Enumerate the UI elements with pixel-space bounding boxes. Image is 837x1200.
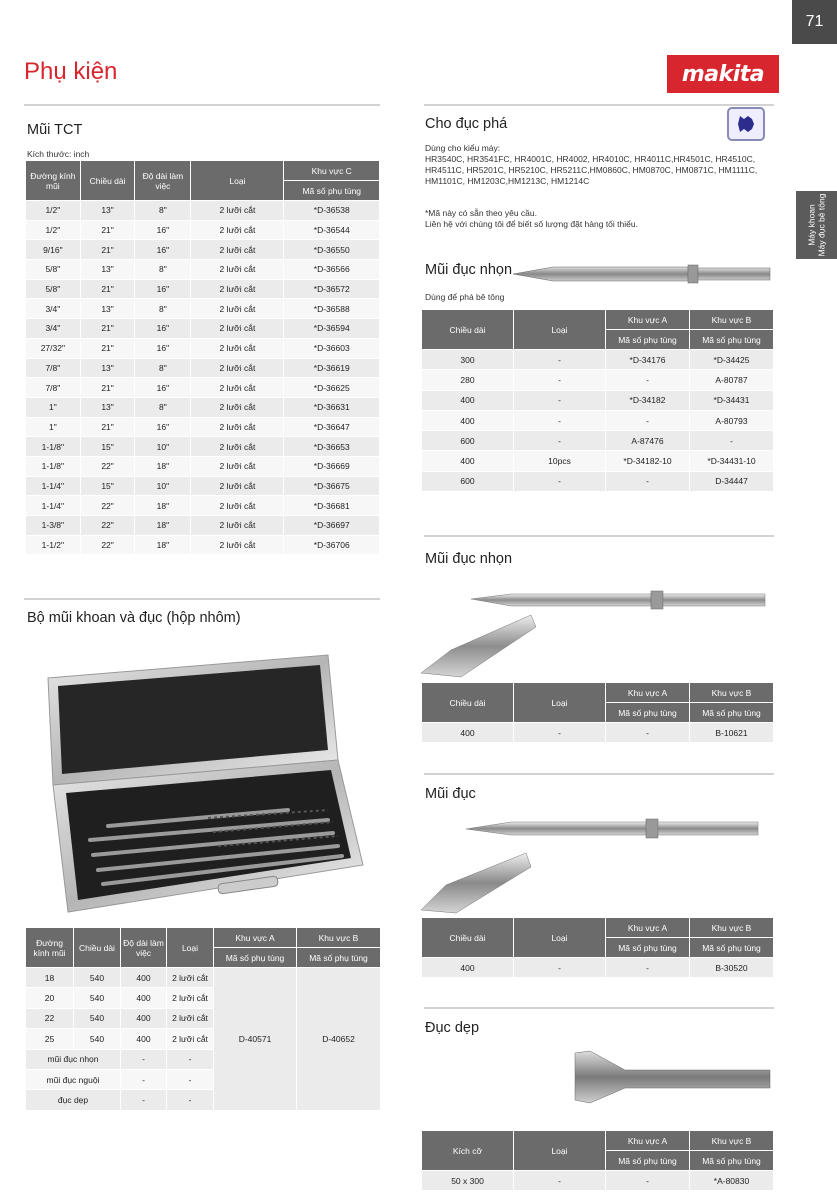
- table-row: [26, 260, 380, 280]
- table-cell: 18": [135, 516, 191, 536]
- table-row: [26, 476, 380, 496]
- merged-part-no-cell: D-40571: [214, 968, 297, 1111]
- col-part-no-b: Mã số phụ tùng: [297, 948, 381, 968]
- pointed1-table: [421, 309, 774, 492]
- table-cell: 10pcs: [514, 451, 606, 471]
- table-row: [26, 279, 380, 299]
- table-row: [26, 535, 380, 555]
- col-length: Chiều dài: [422, 683, 514, 723]
- col-length: Chiều dài: [80, 161, 135, 201]
- merged-part-no-cell: D-40652: [297, 968, 381, 1111]
- col-region-a: Khu vực A: [606, 683, 690, 703]
- table-cell: 9/16": [26, 240, 81, 260]
- table-cell: 280: [422, 370, 514, 390]
- table-cell: 16": [135, 319, 191, 339]
- compat-line-2: HR4511C, HR5201C, HR5210C, HR5211C,HM0860C, HM0870C, HM0871C, HM1111C,: [425, 165, 758, 175]
- table-row: [26, 220, 380, 240]
- page-number: 71: [792, 0, 837, 44]
- table-cell: 22": [80, 516, 135, 536]
- table-cell: 21": [80, 279, 135, 299]
- table-cell: -: [121, 1049, 167, 1069]
- table-cell: 22": [80, 496, 135, 516]
- table-cell: 1": [26, 417, 81, 437]
- set-table: [25, 927, 381, 1111]
- table-cell: *D-34431-10: [690, 451, 774, 471]
- chisel-title: Cho đục phá: [425, 116, 508, 132]
- table-cell: 1/2": [26, 220, 81, 240]
- table-cell: 400: [121, 968, 167, 988]
- table-cell: 5/8": [26, 260, 81, 280]
- table-cell: -: [514, 958, 606, 978]
- table-cell: 27/32": [26, 338, 81, 358]
- table-cell: 400: [422, 390, 514, 410]
- page-title: Phụ kiện: [24, 58, 118, 85]
- compat-line-3: HM1101C, HM1203C,HM1213C, HM1214C: [425, 176, 590, 186]
- col-part-no: Mã số phụ tùng: [284, 181, 380, 201]
- divider: [424, 535, 774, 537]
- table-cell: 2 lưỡi cắt: [191, 476, 284, 496]
- table-cell: 400: [422, 958, 514, 978]
- sds-max-hex-icon: [727, 107, 765, 141]
- pointed2-title: Mũi đục nhọn: [425, 551, 513, 567]
- table-cell: A-87476: [606, 431, 690, 451]
- table-cell: *D-34431: [690, 390, 774, 410]
- table-cell: 13": [80, 299, 135, 319]
- table-row: [422, 390, 774, 410]
- col-region-a: Khu vực A: [606, 918, 690, 938]
- table-cell: -: [514, 390, 606, 410]
- table-cell: 1/2": [26, 201, 81, 221]
- table-row: [26, 516, 380, 536]
- col-region-b: Khu vực B: [690, 1131, 774, 1151]
- table-cell: 2 lưỡi cắt: [191, 279, 284, 299]
- col-region-b: Khu vực B: [690, 918, 774, 938]
- flat-title: Đục dẹp: [425, 1020, 480, 1036]
- tct-unit-note: Kích thước: inch: [27, 149, 90, 159]
- table-cell: 2 lưỡi cắt: [191, 437, 284, 457]
- divider: [424, 773, 774, 775]
- table-cell: mũi đục nhọn: [26, 1049, 121, 1069]
- table-cell: *D-34182: [606, 390, 690, 410]
- table-cell: *D-36631: [284, 397, 380, 417]
- col-length: Chiều dài: [422, 918, 514, 958]
- tct-title: Mũi TCT: [27, 122, 83, 138]
- table-cell: *D-36647: [284, 417, 380, 437]
- table-cell: *D-36550: [284, 240, 380, 260]
- flat-table: [421, 1130, 774, 1191]
- col-type: Loại: [514, 918, 606, 958]
- table-row: [26, 437, 380, 457]
- table-cell: 540: [74, 988, 121, 1008]
- table-cell: 25: [26, 1029, 74, 1049]
- table-cell: 21": [80, 220, 135, 240]
- chisel2-title: Mũi đục: [425, 786, 476, 802]
- note-2: Liên hệ với chúng tôi để biết số lượng đặt hàng tối thiểu.: [425, 219, 638, 229]
- table-cell: 2 lưỡi cắt: [191, 397, 284, 417]
- table-cell: 2 lưỡi cắt: [191, 220, 284, 240]
- table-cell: mũi đục nguội: [26, 1069, 121, 1089]
- table-cell: 18": [135, 496, 191, 516]
- table-cell: -: [606, 958, 690, 978]
- table-cell: -: [514, 431, 606, 451]
- col-region-a: Khu vực A: [214, 928, 297, 948]
- table-cell: 20: [26, 988, 74, 1008]
- table-cell: 2 lưỡi cắt: [191, 358, 284, 378]
- table-cell: 16": [135, 279, 191, 299]
- table-cell: 2 lưỡi cắt: [167, 968, 214, 988]
- col-region-b: Khu vực B: [690, 310, 774, 330]
- table-row: [26, 201, 380, 221]
- table-row: [26, 338, 380, 358]
- table-row: [26, 378, 380, 398]
- table-cell: 16": [135, 338, 191, 358]
- table-cell: 540: [74, 1029, 121, 1049]
- table-cell: 21": [80, 319, 135, 339]
- table-cell: A-80793: [690, 410, 774, 430]
- table-cell: 16": [135, 220, 191, 240]
- table-cell: 16": [135, 240, 191, 260]
- table-row: [422, 410, 774, 430]
- table-cell: 1-1/4": [26, 496, 81, 516]
- pointed2-table: [421, 682, 774, 743]
- table-cell: *D-34425: [690, 350, 774, 370]
- table-cell: 5/8": [26, 279, 81, 299]
- table-cell: 1-1/8": [26, 456, 81, 476]
- table-cell: 300: [422, 350, 514, 370]
- brand-logo: makita: [667, 55, 779, 93]
- table-cell: 13": [80, 201, 135, 221]
- table-row: [26, 319, 380, 339]
- table-cell: 13": [80, 358, 135, 378]
- table-cell: *A-80830: [690, 1171, 774, 1191]
- table-cell: 2 lưỡi cắt: [191, 201, 284, 221]
- table-cell: 3/4": [26, 319, 81, 339]
- col-type: Loại: [514, 683, 606, 723]
- table-cell: *D-36544: [284, 220, 380, 240]
- table-cell: 1-1/4": [26, 476, 81, 496]
- table-cell: 13": [80, 260, 135, 280]
- table-cell: -: [606, 471, 690, 491]
- table-cell: *D-36675: [284, 476, 380, 496]
- col-work-length: Độ dài làm việc: [121, 928, 167, 968]
- table-cell: 2 lưỡi cắt: [191, 378, 284, 398]
- table-cell: *D-36594: [284, 319, 380, 339]
- table-row: [26, 496, 380, 516]
- col-length: Chiều dài: [74, 928, 121, 968]
- table-cell: 8": [135, 260, 191, 280]
- table-cell: *D-36669: [284, 456, 380, 476]
- table-cell: -: [606, 410, 690, 430]
- side-tab[interactable]: [796, 191, 837, 259]
- table-row: [422, 471, 774, 491]
- col-region-b: Khu vực B: [297, 928, 381, 948]
- side-tab-line-1: Máy khoan: [806, 204, 817, 246]
- table-cell: 400: [422, 410, 514, 430]
- col-region-b: Khu vực B: [690, 683, 774, 703]
- table-row: [422, 1171, 774, 1191]
- table-cell: 2 lưỡi cắt: [191, 496, 284, 516]
- table-cell: 10": [135, 476, 191, 496]
- table-cell: -: [121, 1090, 167, 1110]
- table-cell: *D-36619: [284, 358, 380, 378]
- table-row: [26, 299, 380, 319]
- table-row: [26, 358, 380, 378]
- table-cell: 540: [74, 968, 121, 988]
- col-type: Loại: [167, 928, 214, 968]
- table-cell: 2 lưỡi cắt: [191, 535, 284, 555]
- table-cell: 400: [121, 988, 167, 1008]
- table-cell: 7/8": [26, 358, 81, 378]
- tct-table: [25, 160, 380, 555]
- table-cell: 2 lưỡi cắt: [167, 1008, 214, 1028]
- divider: [24, 104, 380, 106]
- table-cell: 400: [422, 451, 514, 471]
- table-cell: 2 lưỡi cắt: [167, 988, 214, 1008]
- table-cell: *D-36572: [284, 279, 380, 299]
- table-cell: 18": [135, 456, 191, 476]
- chisel-image: [421, 815, 776, 915]
- table-cell: 2 lưỡi cắt: [191, 516, 284, 536]
- table-cell: 2 lưỡi cắt: [191, 338, 284, 358]
- col-region-c: Khu vực C: [284, 161, 380, 181]
- table-cell: *D-34182-10: [606, 451, 690, 471]
- table-cell: *D-36697: [284, 516, 380, 536]
- side-tab-line-2: Máy đục bê tông: [816, 193, 827, 257]
- table-row: [26, 968, 381, 988]
- note-1: *Mã này có sẵn theo yêu cầu.: [425, 208, 537, 218]
- table-row: [422, 723, 774, 743]
- table-cell: -: [167, 1069, 214, 1089]
- col-length: Chiều dài: [422, 310, 514, 350]
- table-cell: 400: [121, 1008, 167, 1028]
- pointed-chisel-image: [513, 262, 773, 286]
- col-part-no-a: Mã số phụ tùng: [606, 938, 690, 958]
- table-cell: 2 lưỡi cắt: [167, 1029, 214, 1049]
- table-cell: 50 x 300: [422, 1171, 514, 1191]
- table-cell: 8": [135, 358, 191, 378]
- table-cell: *D-36588: [284, 299, 380, 319]
- table-cell: 8": [135, 299, 191, 319]
- table-cell: 2 lưỡi cắt: [191, 240, 284, 260]
- table-cell: *D-36706: [284, 535, 380, 555]
- table-cell: 10": [135, 437, 191, 457]
- divider: [424, 1007, 774, 1009]
- table-cell: 2 lưỡi cắt: [191, 260, 284, 280]
- set-title: Bộ mũi khoan và đục (hộp nhôm): [27, 610, 241, 626]
- table-cell: *D-36681: [284, 496, 380, 516]
- table-cell: 1-3/8": [26, 516, 81, 536]
- table-cell: *D-36653: [284, 437, 380, 457]
- table-cell: 8": [135, 201, 191, 221]
- table-row: [26, 456, 380, 476]
- chisel2-table: [421, 917, 774, 978]
- table-cell: -: [514, 410, 606, 430]
- table-cell: 18": [135, 535, 191, 555]
- table-cell: 15": [80, 476, 135, 496]
- table-cell: -: [690, 431, 774, 451]
- table-cell: 16": [135, 378, 191, 398]
- pointed1-title: Mũi đục nhọn: [425, 262, 513, 278]
- divider: [24, 598, 380, 600]
- table-cell: -: [121, 1069, 167, 1089]
- table-cell: 16": [135, 417, 191, 437]
- table-cell: -: [167, 1049, 214, 1069]
- table-cell: -: [514, 1171, 606, 1191]
- table-cell: D-34447: [690, 471, 774, 491]
- table-cell: 21": [80, 338, 135, 358]
- table-row: [26, 417, 380, 437]
- col-part-no-b: Mã số phụ tùng: [690, 330, 774, 350]
- table-cell: 22": [80, 535, 135, 555]
- col-part-no-a: Mã số phụ tùng: [606, 330, 690, 350]
- table-cell: 600: [422, 431, 514, 451]
- flat-chisel-image: [570, 1048, 775, 1108]
- divider: [424, 104, 774, 106]
- table-cell: 540: [74, 1008, 121, 1028]
- table-cell: 2 lưỡi cắt: [191, 417, 284, 437]
- aluminium-case-image: [28, 650, 383, 920]
- table-cell: 21": [80, 417, 135, 437]
- table-cell: -: [606, 723, 690, 743]
- table-cell: 7/8": [26, 378, 81, 398]
- table-row: [422, 350, 774, 370]
- table-cell: 22": [80, 456, 135, 476]
- table-cell: 2 lưỡi cắt: [191, 299, 284, 319]
- col-part-no-a: Mã số phụ tùng: [606, 1151, 690, 1171]
- table-cell: 22: [26, 1008, 74, 1028]
- table-cell: 8": [135, 397, 191, 417]
- table-cell: A-80787: [690, 370, 774, 390]
- col-part-no-a: Mã số phụ tùng: [606, 703, 690, 723]
- table-row: [26, 397, 380, 417]
- col-region-a: Khu vực A: [606, 1131, 690, 1151]
- pointed1-sub: Dùng để phá bê tông: [425, 292, 505, 302]
- table-cell: *D-36566: [284, 260, 380, 280]
- table-cell: 600: [422, 471, 514, 491]
- table-cell: đục dẹp: [26, 1090, 121, 1110]
- col-region-a: Khu vực A: [606, 310, 690, 330]
- col-part-no-a: Mã số phụ tùng: [214, 948, 297, 968]
- table-cell: 2 lưỡi cắt: [191, 319, 284, 339]
- table-cell: 18: [26, 968, 74, 988]
- col-work-length: Độ dài làm việc: [135, 161, 191, 201]
- table-cell: 400: [422, 723, 514, 743]
- col-diameter: Đường kính mũi: [26, 161, 81, 201]
- col-part-no-b: Mã số phụ tùng: [690, 703, 774, 723]
- table-cell: *D-36538: [284, 201, 380, 221]
- col-type: Loại: [514, 310, 606, 350]
- table-row: [422, 370, 774, 390]
- table-cell: *D-34176: [606, 350, 690, 370]
- table-cell: -: [514, 471, 606, 491]
- table-cell: 15": [80, 437, 135, 457]
- table-cell: -: [514, 350, 606, 370]
- table-row: [26, 240, 380, 260]
- table-cell: 13": [80, 397, 135, 417]
- pointed-chisel-image-2: [421, 585, 776, 680]
- table-cell: -: [514, 723, 606, 743]
- col-part-no-b: Mã số phụ tùng: [690, 1151, 774, 1171]
- table-cell: B-10621: [690, 723, 774, 743]
- table-cell: 21": [80, 240, 135, 260]
- table-row: [422, 958, 774, 978]
- table-cell: 1-1/8": [26, 437, 81, 457]
- table-cell: 400: [121, 1029, 167, 1049]
- col-type: Loại: [191, 161, 284, 201]
- col-size: Kích cỡ: [422, 1131, 514, 1171]
- table-row: [422, 451, 774, 471]
- table-cell: 2 lưỡi cắt: [191, 456, 284, 476]
- table-cell: -: [606, 370, 690, 390]
- compat-line-1: HR3540C, HR3541FC, HR4001C, HR4002, HR4010C, HR4011C,HR4501C, HR4510C,: [425, 154, 756, 164]
- table-cell: 21": [80, 378, 135, 398]
- table-cell: B-30520: [690, 958, 774, 978]
- compat-label: Dùng cho kiểu máy:: [425, 143, 501, 153]
- table-cell: 1-1/2": [26, 535, 81, 555]
- table-cell: 1": [26, 397, 81, 417]
- table-cell: *D-36625: [284, 378, 380, 398]
- table-cell: 3/4": [26, 299, 81, 319]
- col-part-no-b: Mã số phụ tùng: [690, 938, 774, 958]
- col-type: Loại: [514, 1131, 606, 1171]
- table-row: [422, 431, 774, 451]
- col-diameter: Đường kính mũi: [26, 928, 74, 968]
- table-cell: -: [167, 1090, 214, 1110]
- table-cell: -: [514, 370, 606, 390]
- table-cell: *D-36603: [284, 338, 380, 358]
- table-cell: -: [606, 1171, 690, 1191]
